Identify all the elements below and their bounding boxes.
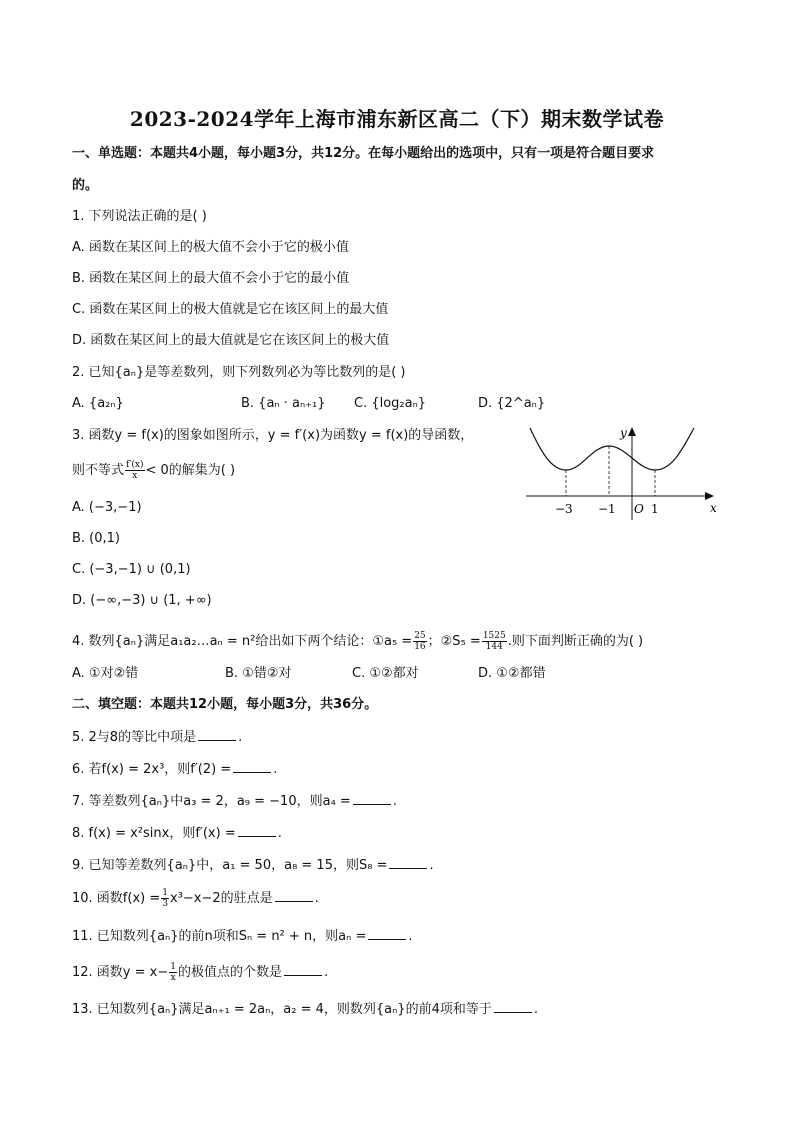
- q4-frac1-num: 25: [414, 631, 426, 641]
- q6-end: .: [273, 762, 278, 777]
- q12-frac-den: x: [170, 973, 176, 983]
- q5-end: .: [238, 730, 243, 745]
- y-axis-arrow: [628, 427, 636, 436]
- x-axis-label: x: [710, 501, 717, 515]
- q4-frac2-num: 1525: [482, 631, 506, 641]
- q3-option-a: A. (−3,−1): [72, 500, 142, 515]
- q13: [72, 1000, 538, 1018]
- q11-text: 11. 已知数列{aₙ}的前n项和Sₙ = n² + n，则aₙ =: [72, 929, 367, 944]
- q1-option-d: D. 函数在某区间上的最大值就是它在该区间上的极大值: [72, 333, 390, 348]
- q4-fraction-2: [482, 631, 507, 652]
- q2-stem: 2. 已知{aₙ}是等差数列，则下列数列必为等比数列的是( ): [72, 365, 406, 380]
- q12-end: .: [324, 965, 329, 980]
- q12-answer-blank[interactable]: [284, 963, 322, 976]
- q10-answer-blank[interactable]: [275, 889, 313, 902]
- q7-answer-blank[interactable]: [353, 792, 391, 805]
- q5-answer-blank[interactable]: [198, 728, 236, 741]
- q4-stem: [72, 631, 643, 652]
- q4-stem-pre: 4. 数列{aₙ}满足a₁a₂…aₙ = n²给出如下两个结论：①a₅ =: [72, 634, 413, 649]
- q5-text: 5. 2与8的等比中项是: [72, 730, 197, 745]
- q1-option-c: C. 函数在某区间上的极大值就是它在该区间上的最大值: [72, 302, 389, 317]
- q11-answer-blank[interactable]: [368, 927, 406, 940]
- q8: [72, 824, 282, 842]
- q8-end: .: [277, 826, 282, 841]
- q4-frac2-den: 144: [485, 642, 503, 652]
- q8-answer-blank[interactable]: [238, 824, 276, 837]
- q9-end: .: [429, 858, 434, 873]
- q2-option-d: D. {2^aₙ}: [478, 396, 546, 411]
- q2-option-b: B. {aₙ · aₙ₊₁}: [241, 396, 326, 411]
- q3-stem-line2: [72, 460, 235, 481]
- q10-frac-num: 1: [162, 888, 168, 898]
- q12-frac-num: 1: [170, 962, 176, 972]
- section1-header-line2: 的。: [72, 178, 99, 193]
- q12: [72, 962, 328, 983]
- q3-stem-pre: 则不等式: [72, 463, 125, 478]
- q12-text: 12. 函数y = x−: [72, 965, 169, 980]
- q3-option-c: C. (−3,−1) ∪ (0,1): [72, 562, 191, 577]
- q4-option-b: B. ①错②对: [225, 666, 292, 681]
- x-axis-arrow: [705, 492, 714, 500]
- q1-option-b: B. 函数在某区间上的最大值不会小于它的最小值: [72, 271, 350, 286]
- q3-stem-post: < 0的解集为( ): [145, 463, 236, 478]
- q4-option-c: C. ①②都对: [352, 666, 419, 681]
- q10: [72, 888, 319, 909]
- q4-stem-mid: ；②S₅ =: [427, 634, 481, 649]
- q3-function-graph: [522, 420, 722, 522]
- q12-text-mid: 的极值点的个数是: [177, 965, 282, 980]
- q4-stem-post: .则下面判断正确的为( ): [507, 634, 644, 649]
- q10-fraction: [161, 888, 169, 909]
- q1-option-a: A. 函数在某区间上的极大值不会小于它的极小值: [72, 240, 349, 255]
- q10-end: .: [314, 891, 319, 906]
- q10-text: 10. 函数f(x) =: [72, 891, 161, 906]
- q12-fraction: [169, 962, 177, 983]
- section1-header-line1: 一、单选题：本题共4小题，每小题3分，共12分。在每小题给出的选项中，只有一项是符合题目要求: [72, 146, 655, 161]
- q4-frac1-den: 16: [414, 642, 426, 652]
- q13-end: .: [533, 1002, 538, 1017]
- q3-stem-line1: 3. 函数y = f(x)的图象如图所示，y = f′(x)为函数y = f(x)的导函数，: [72, 428, 474, 443]
- tick-label-1: 1: [651, 502, 659, 516]
- section2-header: 二、填空题：本题共12小题，每小题3分，共36分。: [72, 697, 378, 712]
- q5: [72, 728, 242, 746]
- tick-label-minus1: −1: [598, 502, 616, 516]
- q13-text: 13. 已知数列{aₙ}满足aₙ₊₁ = 2aₙ，a₂ = 4，则数列{aₙ}的前4项和等于: [72, 1002, 492, 1017]
- q4-option-a: A. ①对②错: [72, 666, 139, 681]
- q7-text: 7. 等差数列{aₙ}中a₃ = 2，a₉ = −10，则a₄ =: [72, 794, 351, 809]
- q1-stem: 1. 下列说法正确的是( ): [72, 209, 207, 224]
- q9: [72, 856, 434, 874]
- q3-fraction: [125, 460, 144, 481]
- q3-frac-den: x: [132, 471, 138, 481]
- q2-option-c: C. {log₂aₙ}: [354, 396, 427, 411]
- q6-answer-blank[interactable]: [233, 760, 271, 773]
- q9-answer-blank[interactable]: [389, 856, 427, 869]
- q10-text-mid: x³−x−2的驻点是: [169, 891, 273, 906]
- tick-label-minus3: −3: [555, 502, 573, 516]
- q11: [72, 927, 412, 945]
- q3-frac-num: f′(x): [126, 460, 144, 470]
- origin-label: O: [634, 502, 644, 516]
- q6: [72, 760, 277, 778]
- q11-end: .: [408, 929, 413, 944]
- q4-fraction-1: [413, 631, 426, 652]
- q4-option-d: D. ①②都错: [478, 666, 546, 681]
- q3-option-d: D. (−∞,−3) ∪ (1, +∞): [72, 593, 212, 608]
- q2-option-a: A. {a₂ₙ}: [72, 396, 124, 411]
- q3-option-b: B. (0,1): [72, 531, 121, 546]
- q8-text: 8. f(x) = x²sinx，则f′(x) =: [72, 826, 236, 841]
- y-axis-label: y: [620, 426, 627, 440]
- page-title: 2023-2024学年上海市浦东新区高二（下）期末数学试卷: [129, 107, 665, 131]
- q7-end: .: [392, 794, 397, 809]
- q13-answer-blank[interactable]: [494, 1000, 532, 1013]
- q10-frac-den: 3: [162, 899, 168, 909]
- q6-text: 6. 若f(x) = 2x³，则f′(2) =: [72, 762, 232, 777]
- q7: [72, 792, 397, 810]
- function-curve: [530, 428, 694, 470]
- q9-text: 9. 已知等差数列{aₙ}中，a₁ = 50，a₈ = 15，则S₈ =: [72, 858, 388, 873]
